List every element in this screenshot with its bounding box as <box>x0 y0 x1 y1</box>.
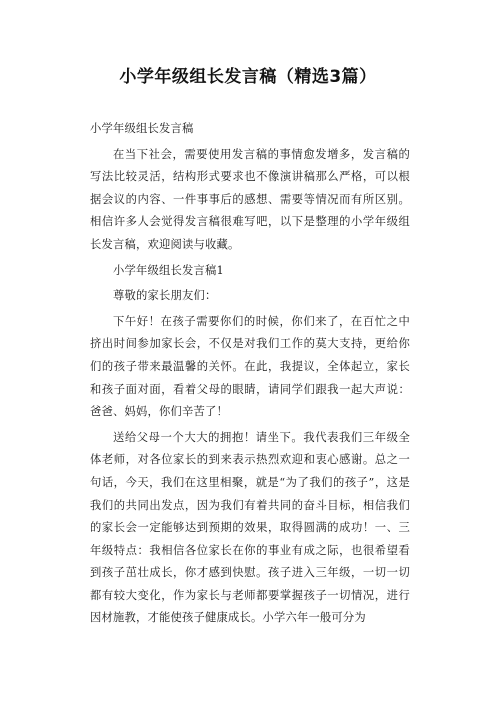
document-body <box>90 118 410 633</box>
speech-heading-1: 小学年级组长发言稿1 <box>113 263 224 277</box>
intro-paragraph: 在当下社会，需要使用发言稿的事情愈发增多，发言稿的写法比较灵活，结构形式要求也不像演讲稿那么严格，可以根据会议的内容、一件事事后的感想、需要等情况而有所区别。相信许多人会觉得发言稿很难写吧，以下是整理的小学年级组长发言稿，欢迎阅读与收藏。 <box>90 147 410 251</box>
section-heading: 小学年级组长发言稿 <box>90 122 194 135</box>
body-paragraph: 送给父母一个大大的拥抱！请坐下。我代表我们三年级全体老师，对各位家长的到来表示热烈欢迎和衷心感谢。总之一句话，今天，我们在这里相聚，就是“为了我们的孩子”，这是我们的共同出发点，因为我们有着共同的奋斗目标，相信我们的家长会一定能够达到预期的效果，取得圆满的成功！一、三年级特点：我相信各位家长在你的事业有成之际，也很希望看到孩子茁壮成长，你才感到快慰。孩子进入三年级，一切一切都有较大变化，作为家长与老师都要掌握孩子一切情况，进行因材施教，才能使孩子健康成长。小学六年一般可分为 <box>90 430 410 625</box>
body-paragraph: 下午好！在孩子需要你们的时候，你们来了，在百忙之中挤出时间参加家长会，不仅是对我们工作的莫大支持，更给你们的孩子带来最温馨的关怀。在此，我提议，全体起立，家长和孩子面对面，看着父母的眼睛，请同学们跟我一起大声说：爸爸、妈妈，你们辛苦了！ <box>90 314 410 419</box>
document-title: 小学年级组长发言稿（精选3篇） <box>119 67 377 87</box>
salutation: 尊敬的家长朋友们： <box>113 289 217 303</box>
